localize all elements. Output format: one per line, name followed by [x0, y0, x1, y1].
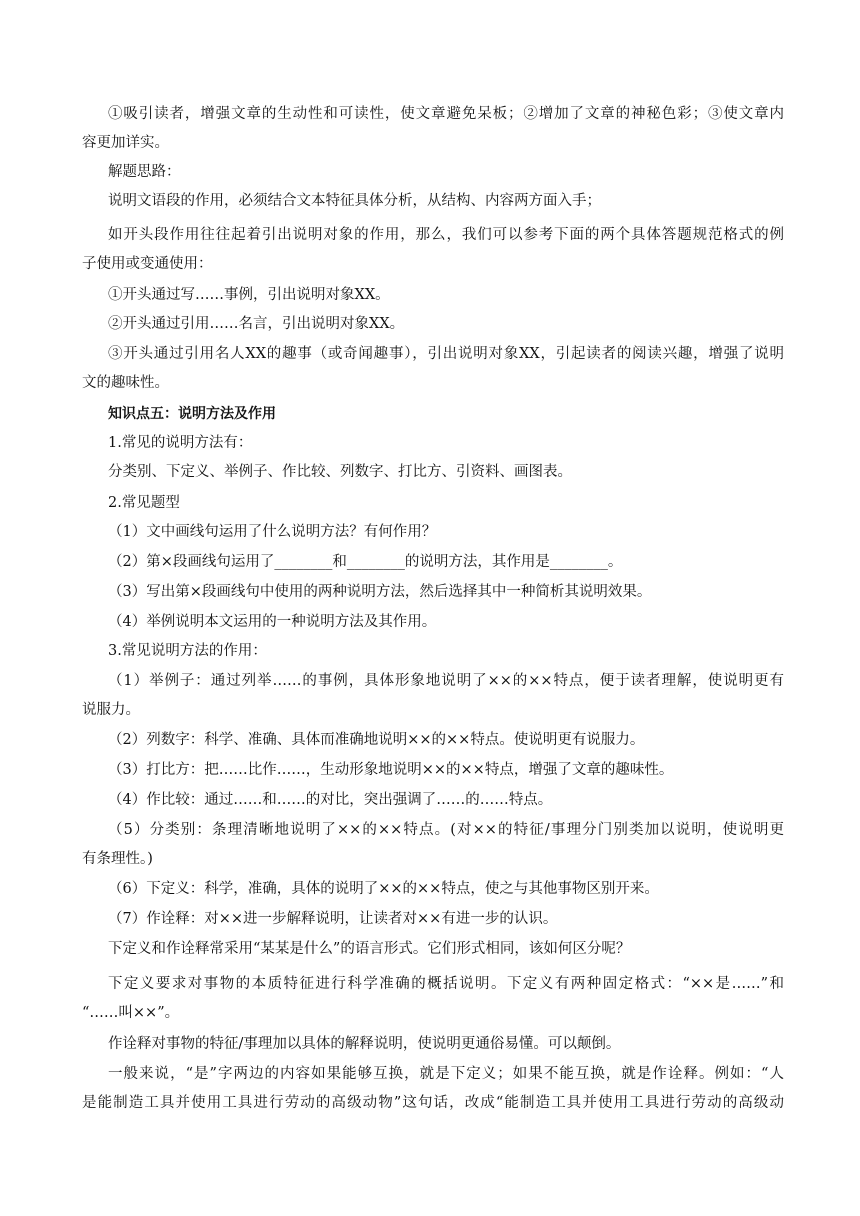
text-line: 是能制造工具并使用工具进行劳动的高级动物”这句话，改成“能制造工具并使用工具进行劳动的高级动: [82, 1095, 784, 1111]
text-line: 子使用或变通使用：: [82, 256, 213, 272]
text-line: 2.常见题型: [108, 495, 180, 511]
text-line: 说明文语段的作用，必须结合文本特征具体分析，从结构、内容两方面入手；: [108, 193, 601, 209]
text-line: ②开头通过引用……名言，引出说明对象XX。: [108, 316, 405, 332]
text-line: 1.常见的说明方法有：: [108, 435, 253, 451]
text-line: （1）举例子：通过列举……的事例，具体形象地说明了××的××特点，便于读者理解，使说明更有: [108, 673, 784, 689]
text-line: （4）举例说明本文运用的一种说明方法及其作用。: [108, 614, 437, 630]
text-line: ③开头通过引用名人XX的趣事（或奇闻趣事），引出说明对象XX，引起读者的阅读兴趣，增强了说明: [108, 346, 784, 362]
text-line: 分类别、下定义、举例子、作比较、列数字、打比方、引资料、画图表。: [108, 464, 572, 480]
text-line: ①开头通过写……事例，引出说明对象XX。: [108, 287, 390, 303]
text-line: （7）作诠释：对××进一步解释说明，让读者对××有进一步的认识。: [108, 911, 558, 927]
text-line: 一般来说，“是”字两边的内容如果能够互换，就是下定义；如果不能互换，就是作诠释。例如：“人: [108, 1066, 784, 1082]
text-line: ①吸引读者，增强文章的生动性和可读性，使文章避免呆板；②增加了文章的神秘色彩；③使文章内: [108, 106, 784, 122]
text-line: （2）列数字：科学、准确、具体而准确地说明××的××特点。使说明更有说服力。: [108, 732, 645, 748]
section-heading: 知识点五：说明方法及作用: [108, 406, 276, 422]
text-line: 解题思路：: [108, 164, 181, 180]
text-line: （3）写出第×段画线句中使用的两种说明方法，然后选择其中一种简析其说明效果。: [108, 584, 652, 600]
text-line: （3）打比方：把……比作……，生动形象地说明××的××特点，增强了文章的趣味性。: [108, 762, 674, 778]
text-line: 文的趣味性。: [82, 375, 169, 391]
text-line: （5）分类别：条理清晰地说明了××的××特点。(对××的特征/事理分门别类加以说明，使说明更: [108, 822, 784, 838]
text-line: （1）文中画线句运用了什么说明方法？有何作用？: [108, 524, 437, 540]
text-line: 说服力。: [82, 702, 140, 718]
text-line: 下定义要求对事物的本质特征进行科学准确的概括说明。下定义有两种固定格式：“××是……”和: [108, 976, 784, 992]
text-line: “……叫××”。: [82, 1005, 180, 1021]
text-line: 如开头段作用往往起着引出说明对象的作用，那么，我们可以参考下面的两个具体答题规范格式的例: [108, 227, 784, 243]
text-line: （2）第×段画线句运用了________和________的说明方法，其作用是________。: [108, 554, 623, 570]
text-line: 容更加详实。: [82, 135, 169, 151]
text-line: （6）下定义：科学，准确，具体的说明了××的××特点，使之与其他事物区别开来。: [108, 881, 659, 897]
text-line: 作诠释对事物的特征/事理加以具体的解释说明，使说明更通俗易懂。可以颠倒。: [108, 1036, 621, 1052]
text-line: 3.常见说明方法的作用：: [108, 643, 267, 659]
text-line: 有条理性。): [82, 851, 153, 867]
text-line: 下定义和作诠释常采用“某某是什么”的语言形式。它们形式相同，该如何区分呢？: [108, 941, 631, 957]
text-line: （4）作比较：通过……和……的对比，突出强调了……的……特点。: [108, 792, 553, 808]
